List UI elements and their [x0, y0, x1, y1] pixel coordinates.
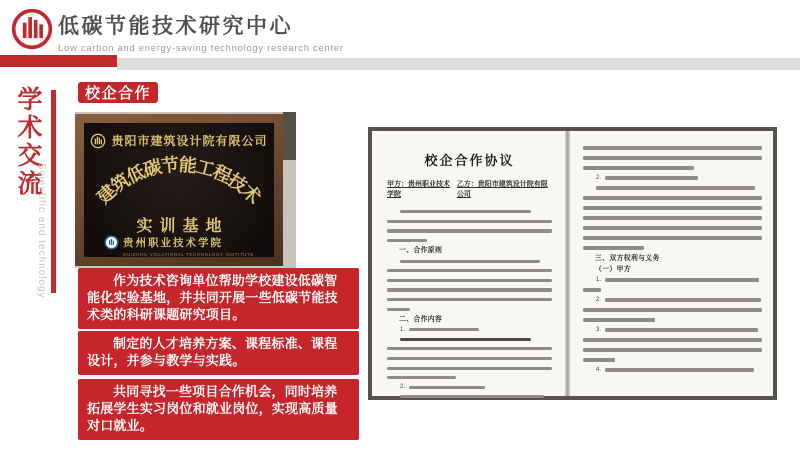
doc-text-line: [387, 266, 552, 276]
doc-text-line: [583, 223, 762, 233]
doc-text-line: [583, 173, 762, 183]
doc-text-line: [387, 354, 552, 364]
institute-name-en: GUIZHOU VOCATIONAL TECHNOLOGY INSTITUTE: [123, 251, 254, 257]
doc-text-line: [387, 236, 552, 246]
header-title: 低碳节能技术研究中心: [58, 15, 293, 38]
doc-blurred-text-bar: [387, 288, 552, 291]
plaque-arc-char: 低: [123, 161, 149, 188]
doc-text-line: [583, 163, 762, 173]
bullet-box-3: 共同寻找一些项目合作机会，同时培养拓展学生实习岗位和就业岗位，实现高质量对口就业。: [78, 379, 359, 440]
doc-blurred-text-bar: [583, 166, 694, 169]
plaque-issuer: 贵阳市建筑设计院有限公司: [111, 134, 268, 148]
doc-text-line: [583, 203, 762, 213]
doc-text-line: [583, 243, 762, 253]
institute-logo-icon: [104, 235, 119, 250]
doc-text-line: [387, 344, 552, 354]
doc-heading: 三、双方权利与义务: [595, 255, 660, 262]
doc-text-line: [387, 325, 552, 335]
doc-parties: [387, 179, 552, 199]
doc-blurred-text-bar: [583, 146, 762, 149]
doc-blurred-text-bar: [400, 210, 531, 213]
doc-text-line: [583, 345, 762, 355]
plaque-arc-char: 能: [178, 154, 198, 177]
doc-heading: 一、合作原则: [399, 247, 443, 255]
doc-blurred-text-bar: [583, 308, 762, 311]
doc-blurred-text-bar: [583, 358, 615, 361]
doc-blurred-text-bar: [583, 206, 762, 209]
plaque-subtitle: 实训基地: [136, 218, 229, 235]
doc-blurred-text-bar: [583, 338, 762, 341]
plaque-photo: [75, 112, 296, 268]
doc-text-line: [387, 335, 552, 345]
doc-text-line: [583, 305, 762, 315]
doc-blurred-text-bar: [605, 176, 698, 179]
doc-text-line: [387, 392, 552, 402]
doc-blurred-text-bar: [400, 338, 531, 341]
plaque-arc-char: 筑: [107, 169, 134, 197]
document-spread: [368, 127, 777, 400]
doc-blurred-text-bar: [583, 156, 762, 159]
center-logo-icon: [10, 7, 54, 51]
doc-blurred-text-bar: [387, 376, 456, 379]
plaque-frame: [75, 114, 283, 266]
doc-text-line: [583, 213, 762, 223]
doc-blurred-text-bar: [583, 246, 644, 249]
doc-text-line: [387, 383, 552, 393]
doc-blurred-text-bar: [583, 348, 762, 351]
plaque-arc-char: 工: [194, 156, 217, 181]
doc-item-number: 3.: [596, 327, 602, 333]
header-red-bar: [0, 55, 117, 67]
doc-text-line: [583, 365, 762, 375]
doc-item-number: 1.: [400, 326, 406, 333]
sidebar-red-line: [51, 90, 56, 293]
doc-text-line: [583, 183, 762, 193]
doc-blurred-text-bar: [583, 216, 762, 219]
header-subtitle: Low carbon and energy-saving technology research center: [58, 43, 344, 54]
sidebar-vertical-subtitle: Scientific and technology: [36, 163, 47, 299]
doc-text-line: [583, 275, 762, 285]
plaque-arc-char: 程: [209, 161, 235, 188]
doc-blurred-text-bar: [387, 347, 552, 350]
doc-blurred-text-bar: [605, 328, 758, 331]
institute-name: 贵州职业技术学院: [123, 237, 223, 249]
institute-row: [84, 235, 274, 257]
plaque-panel: [84, 123, 274, 257]
doc-blurred-text-bar: [583, 318, 655, 321]
doc-blurred-text-bar: [387, 239, 427, 242]
doc-text-line: [387, 207, 552, 217]
doc-text-line: [387, 276, 552, 286]
doc-text-line: [583, 193, 762, 203]
doc-blurred-text-bar: [387, 279, 552, 282]
bullet-box-1: 作为技术咨询单位帮助学校建设低碳智能化实验基地，并共同开展一些低碳节能技术类的科研课题研究项目。: [78, 268, 359, 329]
doc-item-number: 2.: [400, 384, 406, 391]
plaque-arc-title: [84, 147, 274, 211]
doc-blurred-text-bar: [583, 226, 762, 229]
doc-blurred-text-bar: [387, 220, 552, 223]
doc-page-right: [570, 131, 773, 396]
doc-blurred-text-bar: [409, 328, 479, 331]
doc-text-line: [387, 363, 552, 373]
bullet-box-2: 制定的人才培养方案、课程标准、课程设计，并参与教学与实践。: [78, 331, 359, 375]
doc-blurred-text-bar: [605, 278, 759, 281]
section-badge: 校企合作: [78, 82, 158, 103]
doc-blurred-text-bar: [387, 357, 552, 360]
doc-party-a: 甲方：贵州职业技术学院: [387, 181, 450, 198]
doc-text-line: [387, 217, 552, 227]
doc-text-line: [583, 335, 762, 345]
doc-text-line: [583, 295, 762, 305]
doc-item-number: 2.: [596, 175, 602, 181]
doc-text-line: [387, 285, 552, 295]
sidebar-vertical-title: 学术交流: [14, 86, 41, 198]
doc-blurred-text-bar: [596, 186, 755, 189]
doc-item-number: 1.: [596, 277, 602, 283]
doc-text-line: [583, 315, 762, 325]
doc-blurred-text-bar: [605, 368, 754, 371]
doc-text-line: [387, 304, 552, 314]
doc-blurred-text-bar: [583, 196, 762, 199]
doc-text-line: [583, 143, 762, 153]
doc-blurred-text-bar: [387, 229, 552, 232]
doc-blurred-text-bar: [387, 308, 410, 311]
doc-blurred-text-bar: [387, 298, 552, 301]
doc-text-line: [583, 325, 762, 335]
plaque-arc-char: 技: [224, 169, 251, 197]
doc-blurred-text-bar: [583, 236, 762, 239]
doc-heading: （一）甲方: [595, 266, 631, 273]
doc-blurred-text-bar: [400, 260, 540, 263]
doc-party-b: 乙方：贵阳市建筑设计院有限公司: [456, 181, 548, 198]
doc-item-number: 4.: [596, 367, 602, 373]
doc-blurred-text-bar: [387, 367, 552, 370]
doc-text-line: [583, 153, 762, 163]
doc-text-line: [583, 355, 762, 365]
doc-text-line: [387, 373, 552, 383]
plaque-arc-char: 节: [160, 154, 180, 177]
doc-blurred-text-bar: [605, 298, 761, 301]
plaque-arc-char: 建: [93, 180, 121, 208]
doc-page-left: [372, 131, 565, 396]
doc-blurred-text-bar: [409, 386, 485, 389]
photo-wall-shadow: [283, 112, 296, 160]
doc-heading: 二、合作内容: [399, 315, 443, 323]
doc-text-line: [583, 233, 762, 243]
doc-title: 校企合作协议: [424, 153, 515, 168]
header-gray-bar: [117, 58, 800, 70]
doc-text-line: [387, 226, 552, 236]
doc-text-line: [387, 256, 552, 266]
doc-blurred-text-bar: [583, 288, 601, 291]
plaque-arc-char: 术: [237, 180, 265, 208]
doc-text-line: [583, 285, 762, 295]
doc-blurred-text-bar: [387, 269, 552, 272]
doc-item-number: 2.: [596, 297, 602, 303]
plaque-arc-char: 碳: [141, 156, 164, 181]
doc-text-line: [387, 295, 552, 305]
doc-blurred-text-bar: [400, 395, 544, 398]
